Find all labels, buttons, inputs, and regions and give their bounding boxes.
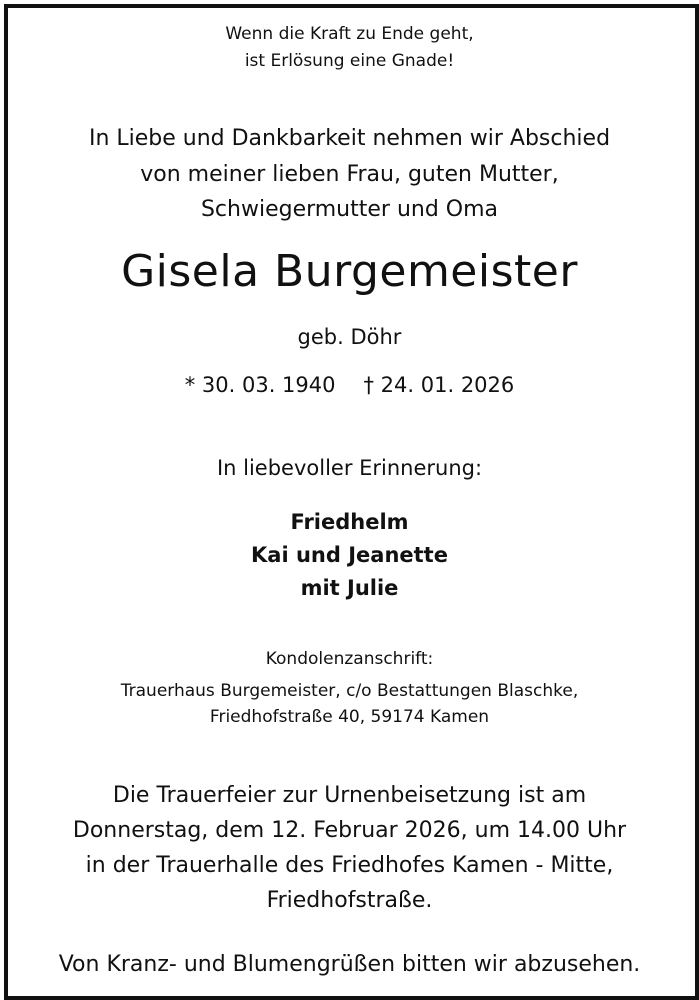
motto-line-2: ist Erlösung eine Gnade! — [244, 51, 455, 71]
intro-line-1: In Liebe und Dankbarkeit nehmen wir Abschied — [88, 126, 611, 151]
funeral-line-3: in der Trauerhalle des Friedhofes Kamen - Mitte, — [85, 853, 614, 878]
funeral-line-2: Donnerstag, dem 12. Februar 2026, um 14.00 Uhr — [72, 818, 627, 843]
death-date: † 24. 01. 2026 — [363, 373, 515, 397]
intro-line-3: Schwiegermutter und Oma — [200, 197, 499, 222]
condolence-label: Kondolenzanschrift: — [265, 649, 434, 669]
motto-line-1: Wenn die Kraft zu Ende geht, — [225, 24, 474, 44]
funeral-line-4: Friedhofstraße. — [266, 888, 433, 913]
memory-heading: In liebevoller Erinnerung: — [216, 456, 483, 480]
funeral-line-1: Die Trauerfeier zur Urnenbeisetzung ist am — [112, 783, 587, 808]
birth-name: geb. Döhr — [297, 325, 402, 349]
condolence-line-1: Trauerhaus Burgemeister, c/o Bestattungen Blaschke, — [120, 681, 579, 701]
closing-note: Von Kranz- und Blumengrüßen bitten wir abzusehen. — [58, 952, 641, 977]
condolence-line-2: Friedhofstraße 40, 59174 Kamen — [209, 707, 490, 727]
birth-date: * 30. 03. 1940 — [184, 373, 336, 397]
deceased-name: Gisela Burgemeister — [121, 246, 578, 297]
mourner-1: Friedhelm — [290, 510, 409, 534]
life-dates — [0, 373, 699, 397]
mourner-3: mit Julie — [300, 576, 399, 600]
mourner-2: Kai und Jeanette — [251, 543, 448, 567]
intro-line-2: von meiner lieben Frau, guten Mutter, — [140, 162, 559, 187]
